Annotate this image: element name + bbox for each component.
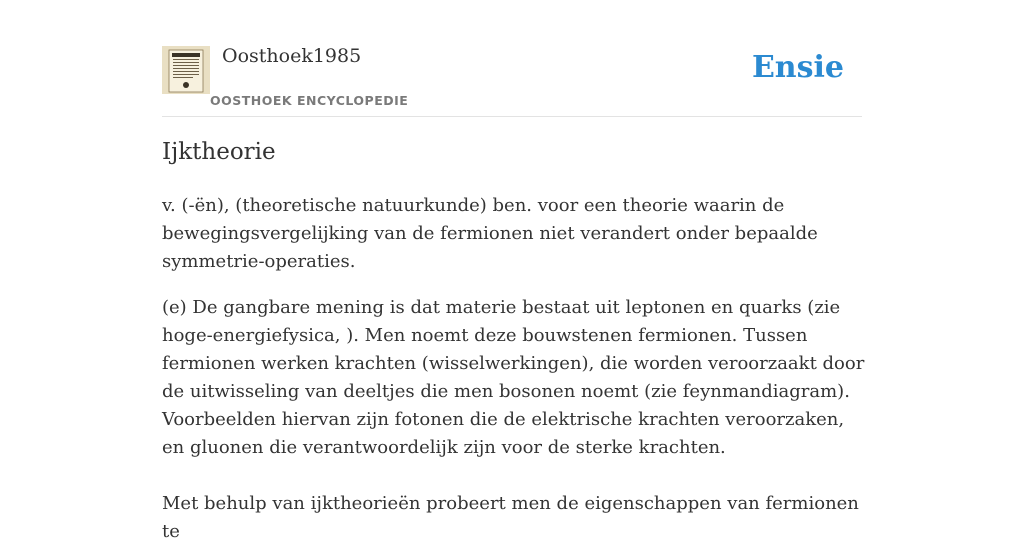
definition-paragraph: v. (-ën), (theoretische natuurkunde) ben. voor een theorie waarin de bewegingsvergelijking van de fermionen niet verandert onder bepaalde symmetrie-operaties. [162,195,818,272]
continuation-paragraph: Met behulp van ijktheorieën probeert men de eigenschappen van fermionen te [162,493,859,542]
source-label[interactable]: OOSTHOEK ENCYCLOPEDIE [210,93,409,108]
ensie-logo[interactable]: Ensie [751,50,844,85]
page-title: Ijktheorie [162,139,276,165]
explanation-paragraph: (e) De gangbare mening is dat materie bestaat uit leptonen en quarks (zie hoge-energiefysica, ). Men noemt deze bouwstenen fermionen. Tussen fermionen werken krachten (wisselwerkingen), die worden veroorzaakt door de uitwisseling van deeltjes die men bosonen noemt (zie feynmandiagram). Voorbeelden hiervan zijn fotonen die de elektrische krachten veroorzaken, en gluonen die verantwoordelijk zijn voor de sterke krachten. [162,297,865,458]
avatar[interactable] [162,46,210,94]
author-name[interactable]: Oosthoek1985 [222,45,362,67]
header [162,0,862,117]
article-body [162,192,872,546]
book-cover-icon [162,46,210,94]
